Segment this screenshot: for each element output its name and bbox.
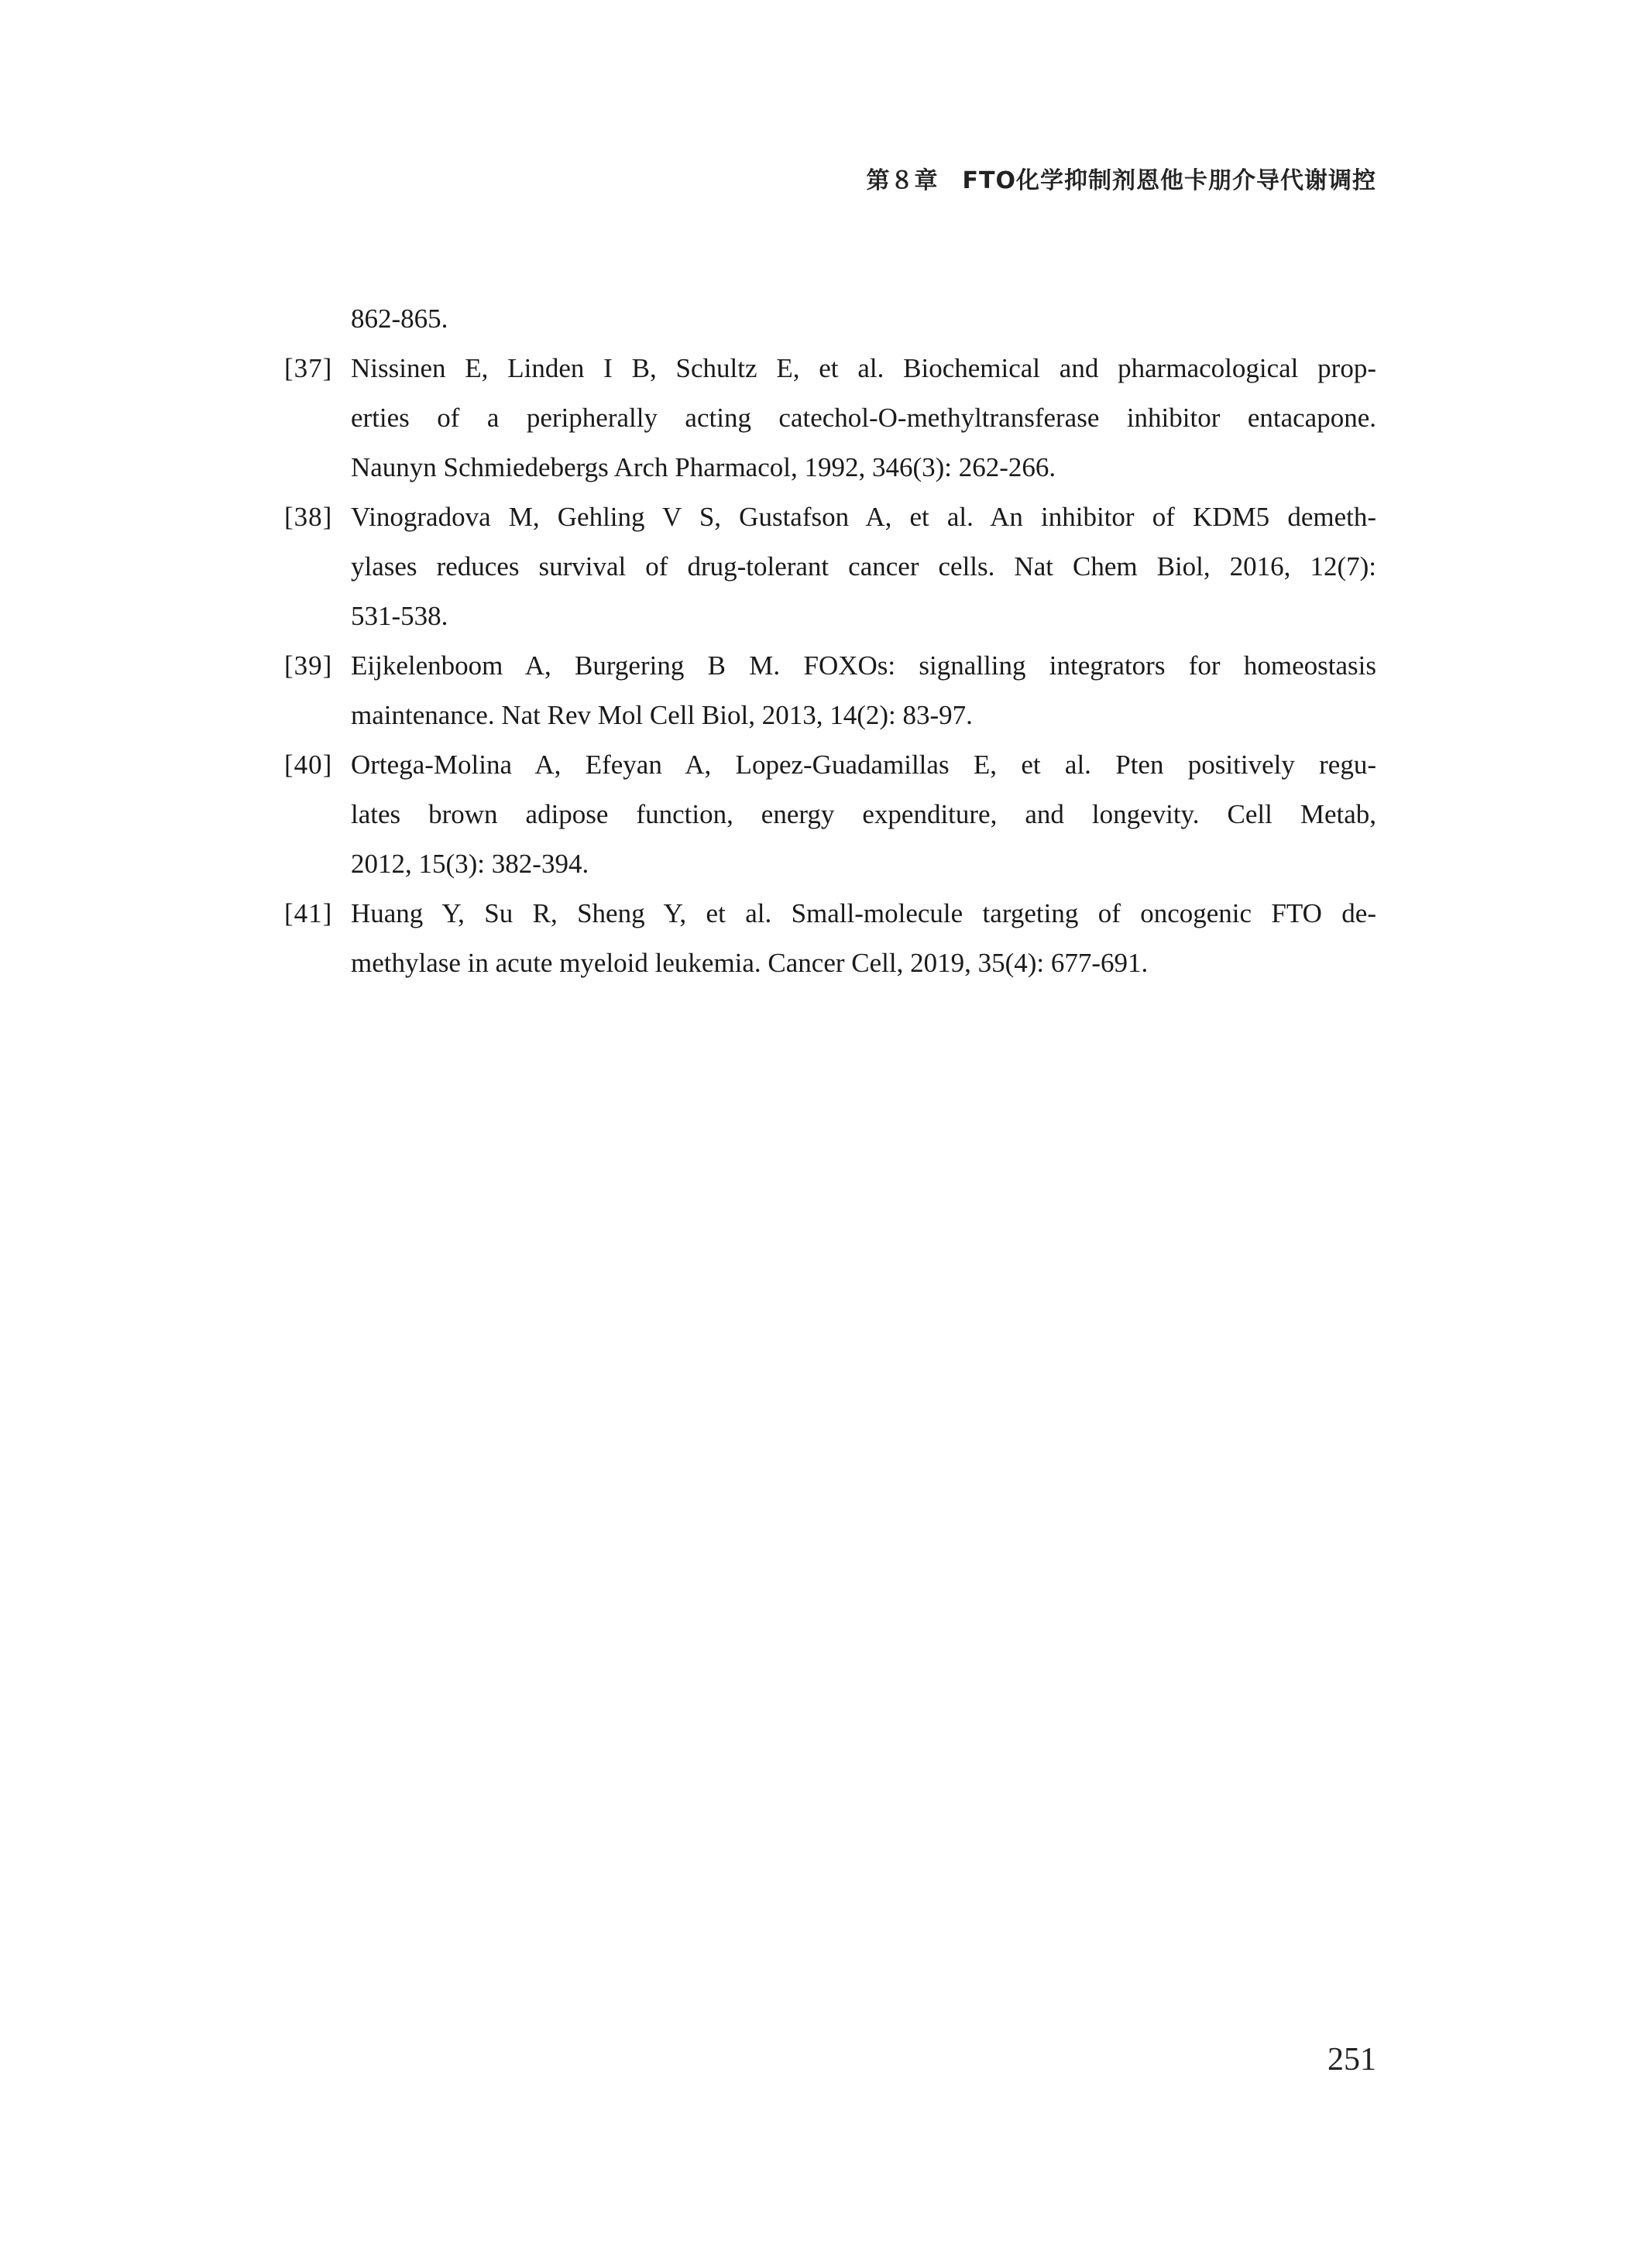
reference-number: [39] <box>284 650 333 681</box>
reference-number: [40] <box>284 750 333 780</box>
running-head: 第８章 FTO化学抑制剂恩他卡朋介导代谢调控 <box>866 167 1376 194</box>
reference-line-text: Naunyn Schmiedebergs Arch Pharmacol, 1992, 346(3): 262-266. <box>351 452 1056 482</box>
reference-number: [37] <box>284 353 333 383</box>
reference-line <box>284 691 1376 740</box>
reference-line <box>284 542 1376 592</box>
reference-line-text: Vinogradova M, Gehling V S, Gustafson A, et al. An inhibitor of KDM5 demeth- <box>351 502 1376 532</box>
reference-number: [38] <box>284 502 333 532</box>
reference-line-text: Nissinen E, Linden I B, Schultz E, et al. Biochemical and pharmacological prop- <box>351 353 1376 383</box>
reference-line-text: lates brown adipose function, energy expenditure, and longevity. Cell Metab, <box>351 799 1376 829</box>
reference-line-text: Ortega-Molina A, Efeyan A, Lopez-Guadamillas E, et al. Pten positively regu- <box>351 750 1376 780</box>
reference-line-text: 2012, 15(3): 382-394. <box>351 849 589 879</box>
reference-line <box>284 393 1376 443</box>
reference-line-text: methylase in acute myeloid leukemia. Cancer Cell, 2019, 35(4): 677-691. <box>351 948 1149 978</box>
reference-line-text: ylases reduces survival of drug-tolerant cancer cells. Nat Chem Biol, 2016, 12(7): <box>351 551 1376 582</box>
reference-line <box>284 443 1376 492</box>
reference-line <box>284 790 1376 839</box>
reference-line <box>284 592 1376 641</box>
reference-41 <box>284 889 1376 938</box>
reference-list <box>284 294 1376 988</box>
reference-line-text: maintenance. Nat Rev Mol Cell Biol, 2013, 14(2): 83-97. <box>351 700 973 730</box>
page-number: 251 <box>1327 2042 1376 2078</box>
reference-39 <box>284 641 1376 691</box>
reference-line <box>284 938 1376 988</box>
reference-line-text: Huang Y, Su R, Sheng Y, et al. Small-molecule targeting of oncogenic FTO de- <box>351 898 1376 928</box>
reference-number: [41] <box>284 898 333 928</box>
reference-40 <box>284 740 1376 790</box>
reference-line-text: 531-538. <box>351 601 448 631</box>
reference-38 <box>284 492 1376 542</box>
reference-line <box>284 839 1376 889</box>
reference-line-text: 862-865. <box>351 304 448 334</box>
reference-37 <box>284 344 1376 393</box>
reference-line <box>284 294 1376 344</box>
reference-line-text: erties of a peripherally acting catechol-O-methyltransferase inhibitor entacapone. <box>351 403 1376 433</box>
reference-line-text: Eijkelenboom A, Burgering B M. FOXOs: signalling integrators for homeostasis <box>351 650 1376 681</box>
